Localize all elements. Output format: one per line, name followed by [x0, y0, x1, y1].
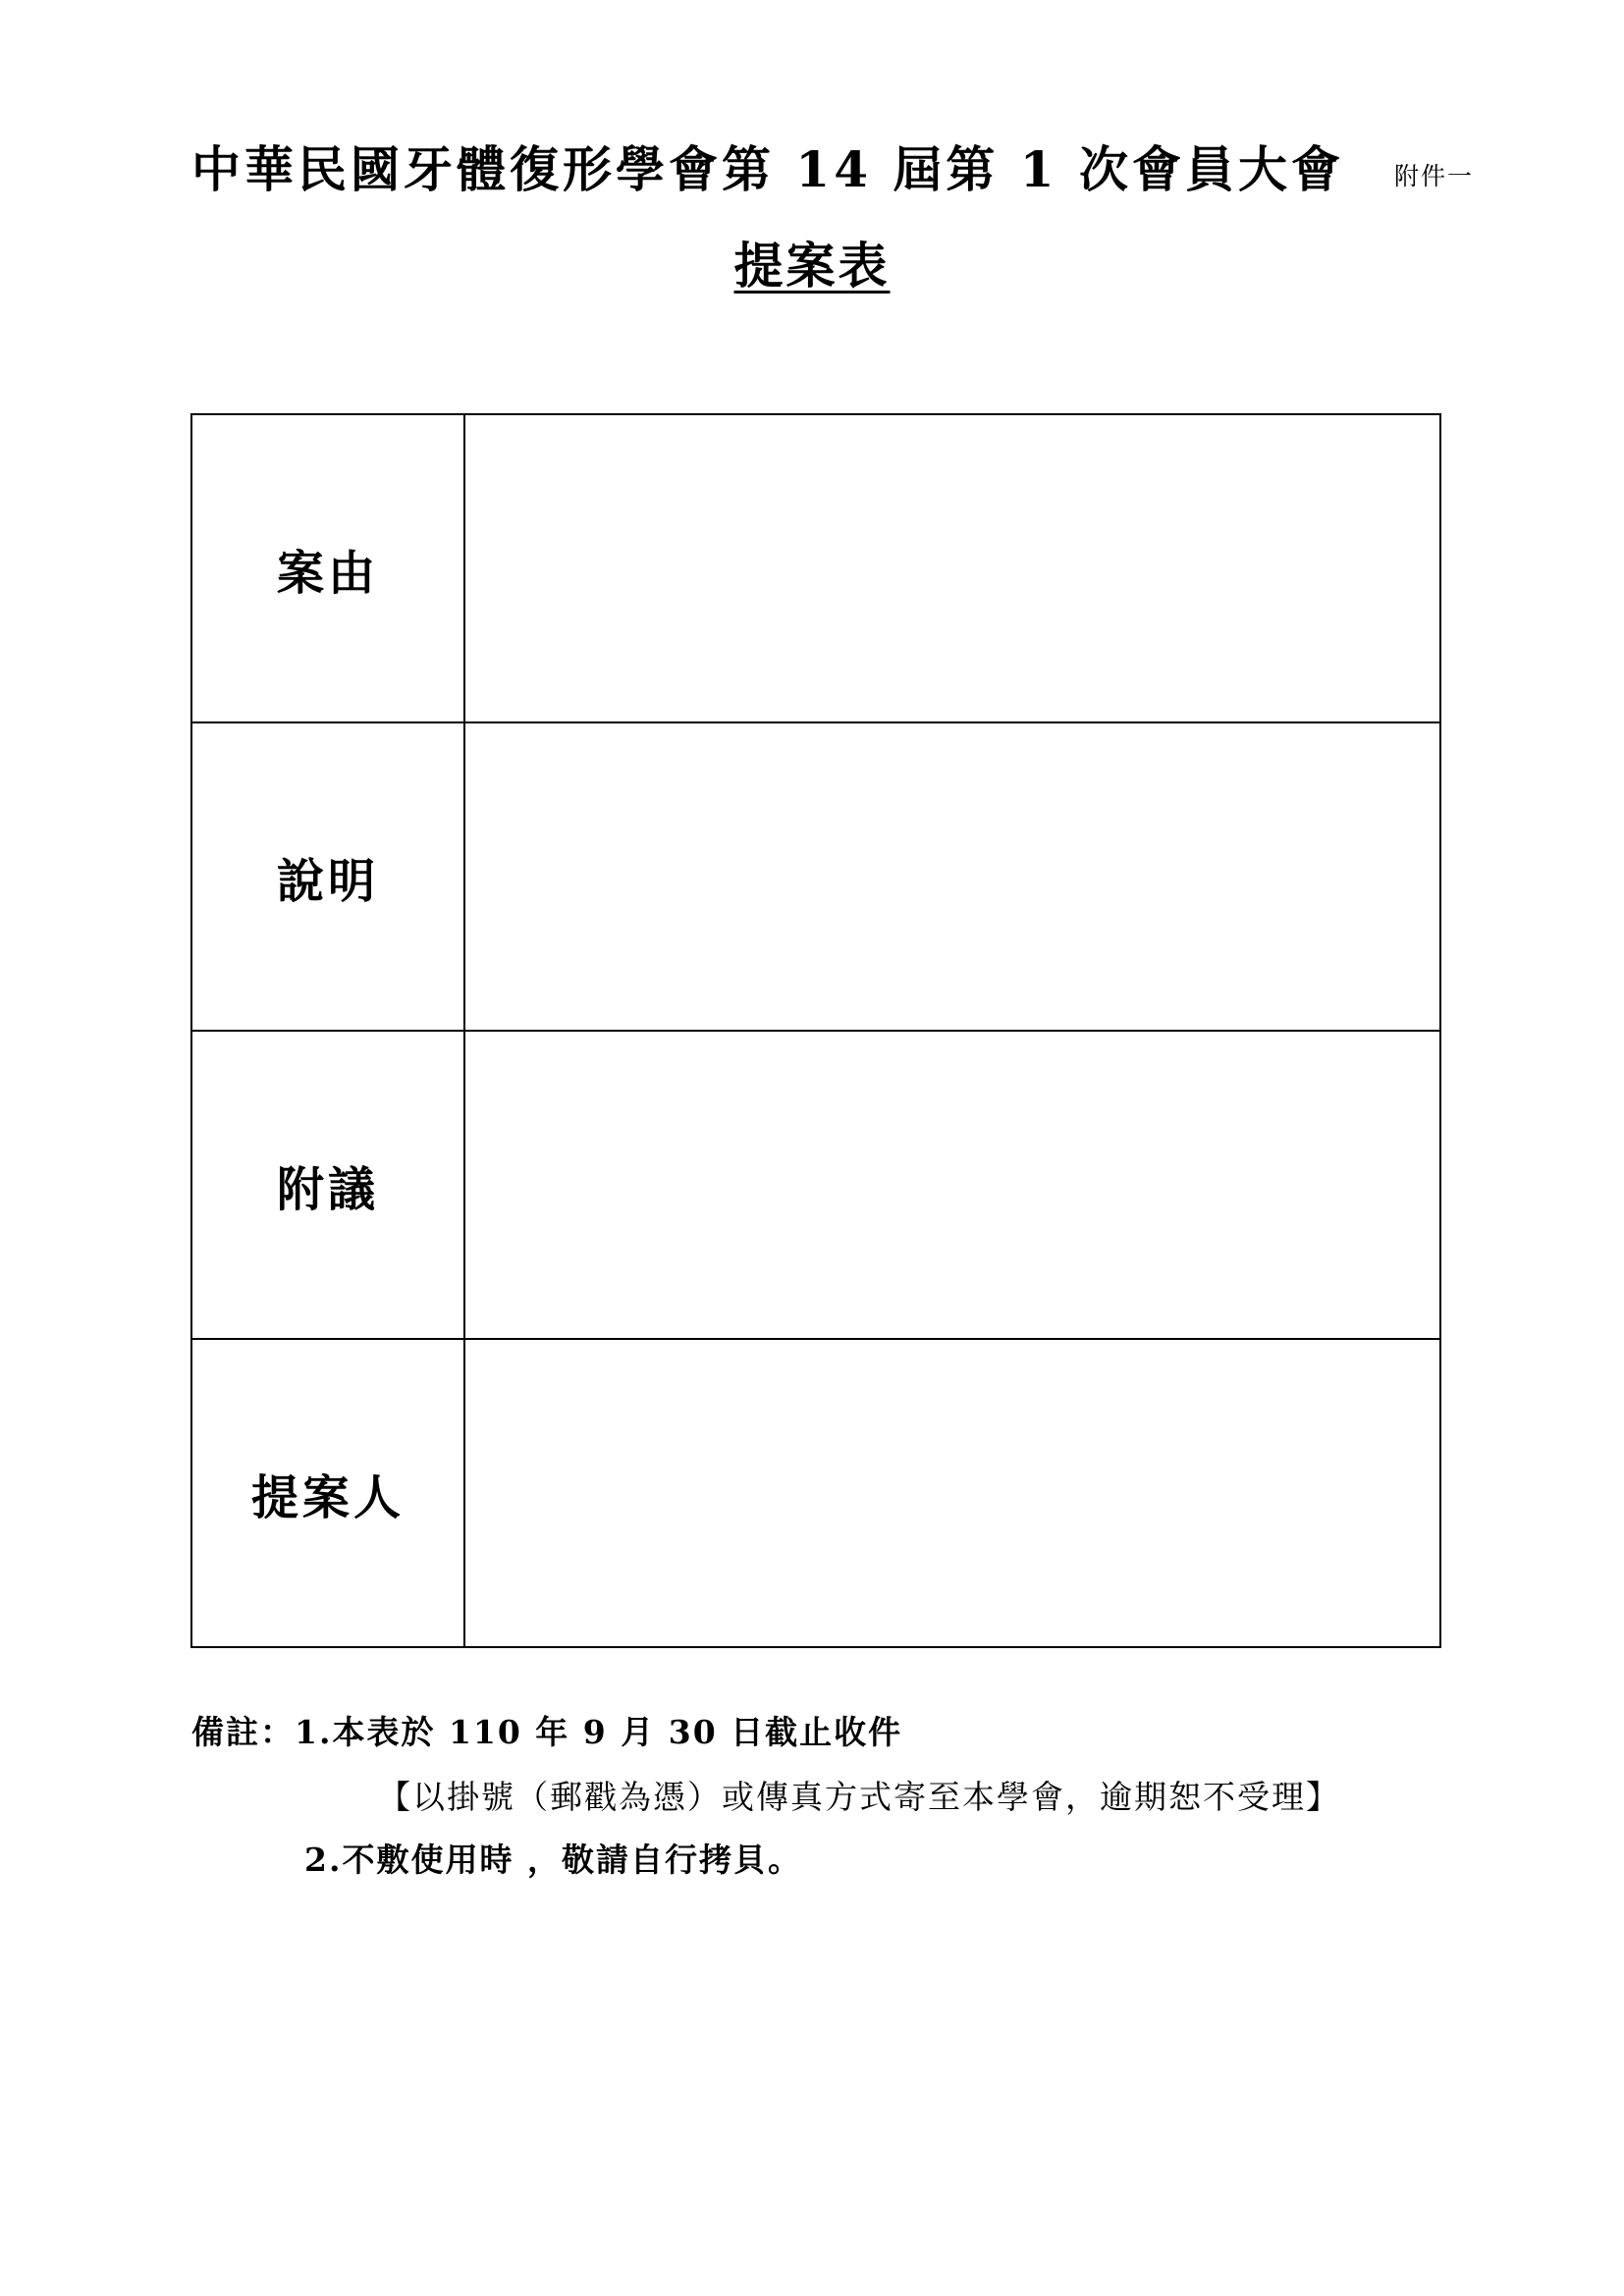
- form-subtitle-wrapper: [0, 232, 1624, 312]
- form-row-proposer: [191, 1339, 1440, 1647]
- field-explanation[interactable]: [464, 722, 1440, 1031]
- label-explanation: 說明: [191, 722, 464, 1031]
- field-proposer[interactable]: [464, 1339, 1440, 1647]
- note-item-1-detail: 【以掛號（郵戳為憑）或傳真方式寄至本學會，逾期恕不受理】: [378, 1778, 1340, 1816]
- notes-prefix: 備註：: [191, 1713, 295, 1751]
- note-item-1: 1.本表於 110 年 9 月 30 日截止收件: [295, 1713, 903, 1751]
- label-seconder: 附議: [191, 1031, 464, 1339]
- notes-line-1: [191, 1710, 902, 1755]
- form-row-explanation: [191, 722, 1440, 1031]
- note-item-2: 2.不敷使用時 ，敬請自行拷貝。: [304, 1841, 802, 1879]
- proposal-form-table: [190, 413, 1441, 1648]
- form-row-seconder: [191, 1031, 1440, 1339]
- field-reason[interactable]: [464, 414, 1440, 722]
- form-row-reason: [191, 414, 1440, 722]
- field-seconder[interactable]: [464, 1031, 1440, 1339]
- document-title: 中華民國牙體復形學會第 14 屆第 1 次會員大會: [191, 140, 1344, 198]
- label-proposer: 提案人: [191, 1339, 464, 1647]
- label-reason: 案由: [191, 414, 464, 722]
- form-subtitle: 提案表: [733, 237, 891, 294]
- attachment-label: 附件一: [1394, 162, 1475, 190]
